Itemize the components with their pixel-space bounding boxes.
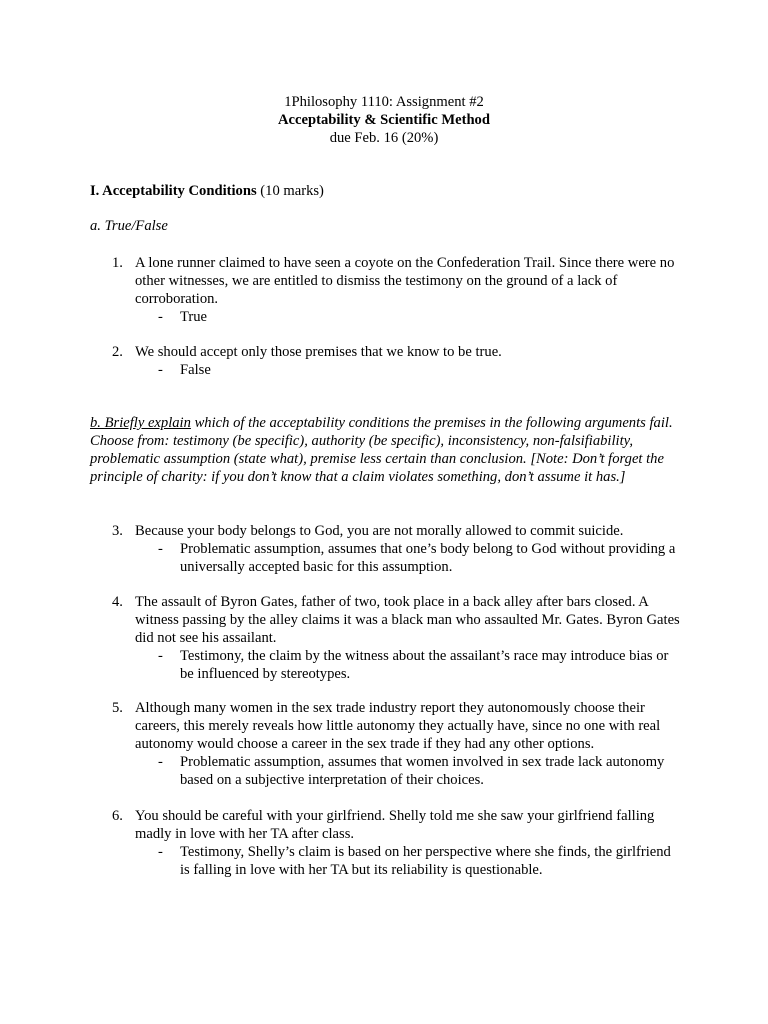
answer-dash: - bbox=[158, 541, 163, 557]
question-number: 6. bbox=[112, 808, 123, 824]
course-title: 1Philosophy 1110: Assignment #2 bbox=[284, 94, 484, 110]
answer-dash: - bbox=[158, 648, 163, 664]
section-marks: (10 marks) bbox=[256, 183, 324, 199]
answer bbox=[158, 647, 680, 683]
question-text: The assault of Byron Gates, father of two, took place in a back alley after bars closed. A witness passing by the alley claims it was a black man who assaulted Mr. Gates. Byron Gates did not see his assailant. bbox=[135, 594, 680, 646]
question-text: Although many women in the sex trade industry report they autonomously choose their careers, this merely reveals how little autonomy they actually have, since no one with real autonomy would choose a career in the sex trade if they had any other options. bbox=[135, 700, 661, 752]
question-5 bbox=[90, 699, 680, 789]
question-text: A lone runner claimed to have seen a coyote on the Confederation Trail. Since there were no other witnesses, we are entitled to dismiss the testimony on the ground of a lack of corroboration. bbox=[135, 255, 675, 307]
answer-dash: - bbox=[158, 844, 163, 860]
answer-dash: - bbox=[158, 754, 163, 770]
question-1 bbox=[90, 254, 680, 326]
question-number: 4. bbox=[112, 594, 123, 610]
due-date: due Feb. 16 (20%) bbox=[329, 130, 439, 146]
question-number: 3. bbox=[112, 523, 123, 539]
question-3 bbox=[90, 522, 680, 576]
question-4 bbox=[90, 593, 680, 683]
assignment-title: Acceptability & Scientific Method bbox=[278, 112, 490, 128]
answer-text: Problematic assumption, assumes that women involved in sex trade lack autonomy based on a subjective interpretation of their choices. bbox=[180, 754, 665, 788]
answer bbox=[158, 753, 680, 789]
part-b-lead: b. Briefly explain bbox=[90, 415, 191, 431]
document-header bbox=[0, 93, 768, 147]
question-text: We should accept only those premises that we know to be true. bbox=[135, 344, 502, 360]
section-heading bbox=[90, 182, 680, 200]
question-text: Because your body belongs to God, you are not morally allowed to commit suicide. bbox=[135, 523, 624, 539]
question-2 bbox=[90, 343, 680, 379]
question-number: 2. bbox=[112, 344, 123, 360]
question-6 bbox=[90, 807, 680, 879]
part-b-text: which of the acceptability conditions the premises in the following arguments fail. Choose from: testimony (be specific), authority (be specific), inconsistency, non-falsifiability, problematic assumption (state what), premise less certain than conclusion. [Note: Don’t forget the principle of charity: if you don’t know that a claim violates something, don’t assume it has.] bbox=[90, 415, 673, 485]
answer-dash: - bbox=[158, 309, 163, 325]
question-number: 5. bbox=[112, 700, 123, 716]
answer-text: Testimony, Shelly’s claim is based on her perspective where she finds, the girlfriend is falling in love with her TA but its reliability is questionable. bbox=[180, 844, 671, 878]
part-a-heading: a. True/False bbox=[90, 218, 168, 234]
answer-text: False bbox=[180, 362, 211, 378]
answer-text: Testimony, the claim by the witness about the assailant’s race may introduce bias or be influenced by stereotypes. bbox=[180, 648, 669, 682]
answer-dash: - bbox=[158, 362, 163, 378]
answer bbox=[158, 540, 680, 576]
answer-text: Problematic assumption, assumes that one’s body belong to God without providing a universally accepted basic for this assumption. bbox=[180, 541, 676, 575]
answer-text: True bbox=[180, 309, 208, 325]
answer bbox=[158, 308, 680, 326]
answer bbox=[158, 361, 680, 379]
part-b-instructions bbox=[90, 414, 680, 486]
answer bbox=[158, 843, 680, 879]
question-text: You should be careful with your girlfriend. Shelly told me she saw your girlfriend falling madly in love with her TA after class. bbox=[135, 808, 655, 842]
question-number: 1. bbox=[112, 255, 123, 271]
section-title: I. Acceptability Conditions bbox=[90, 183, 257, 199]
